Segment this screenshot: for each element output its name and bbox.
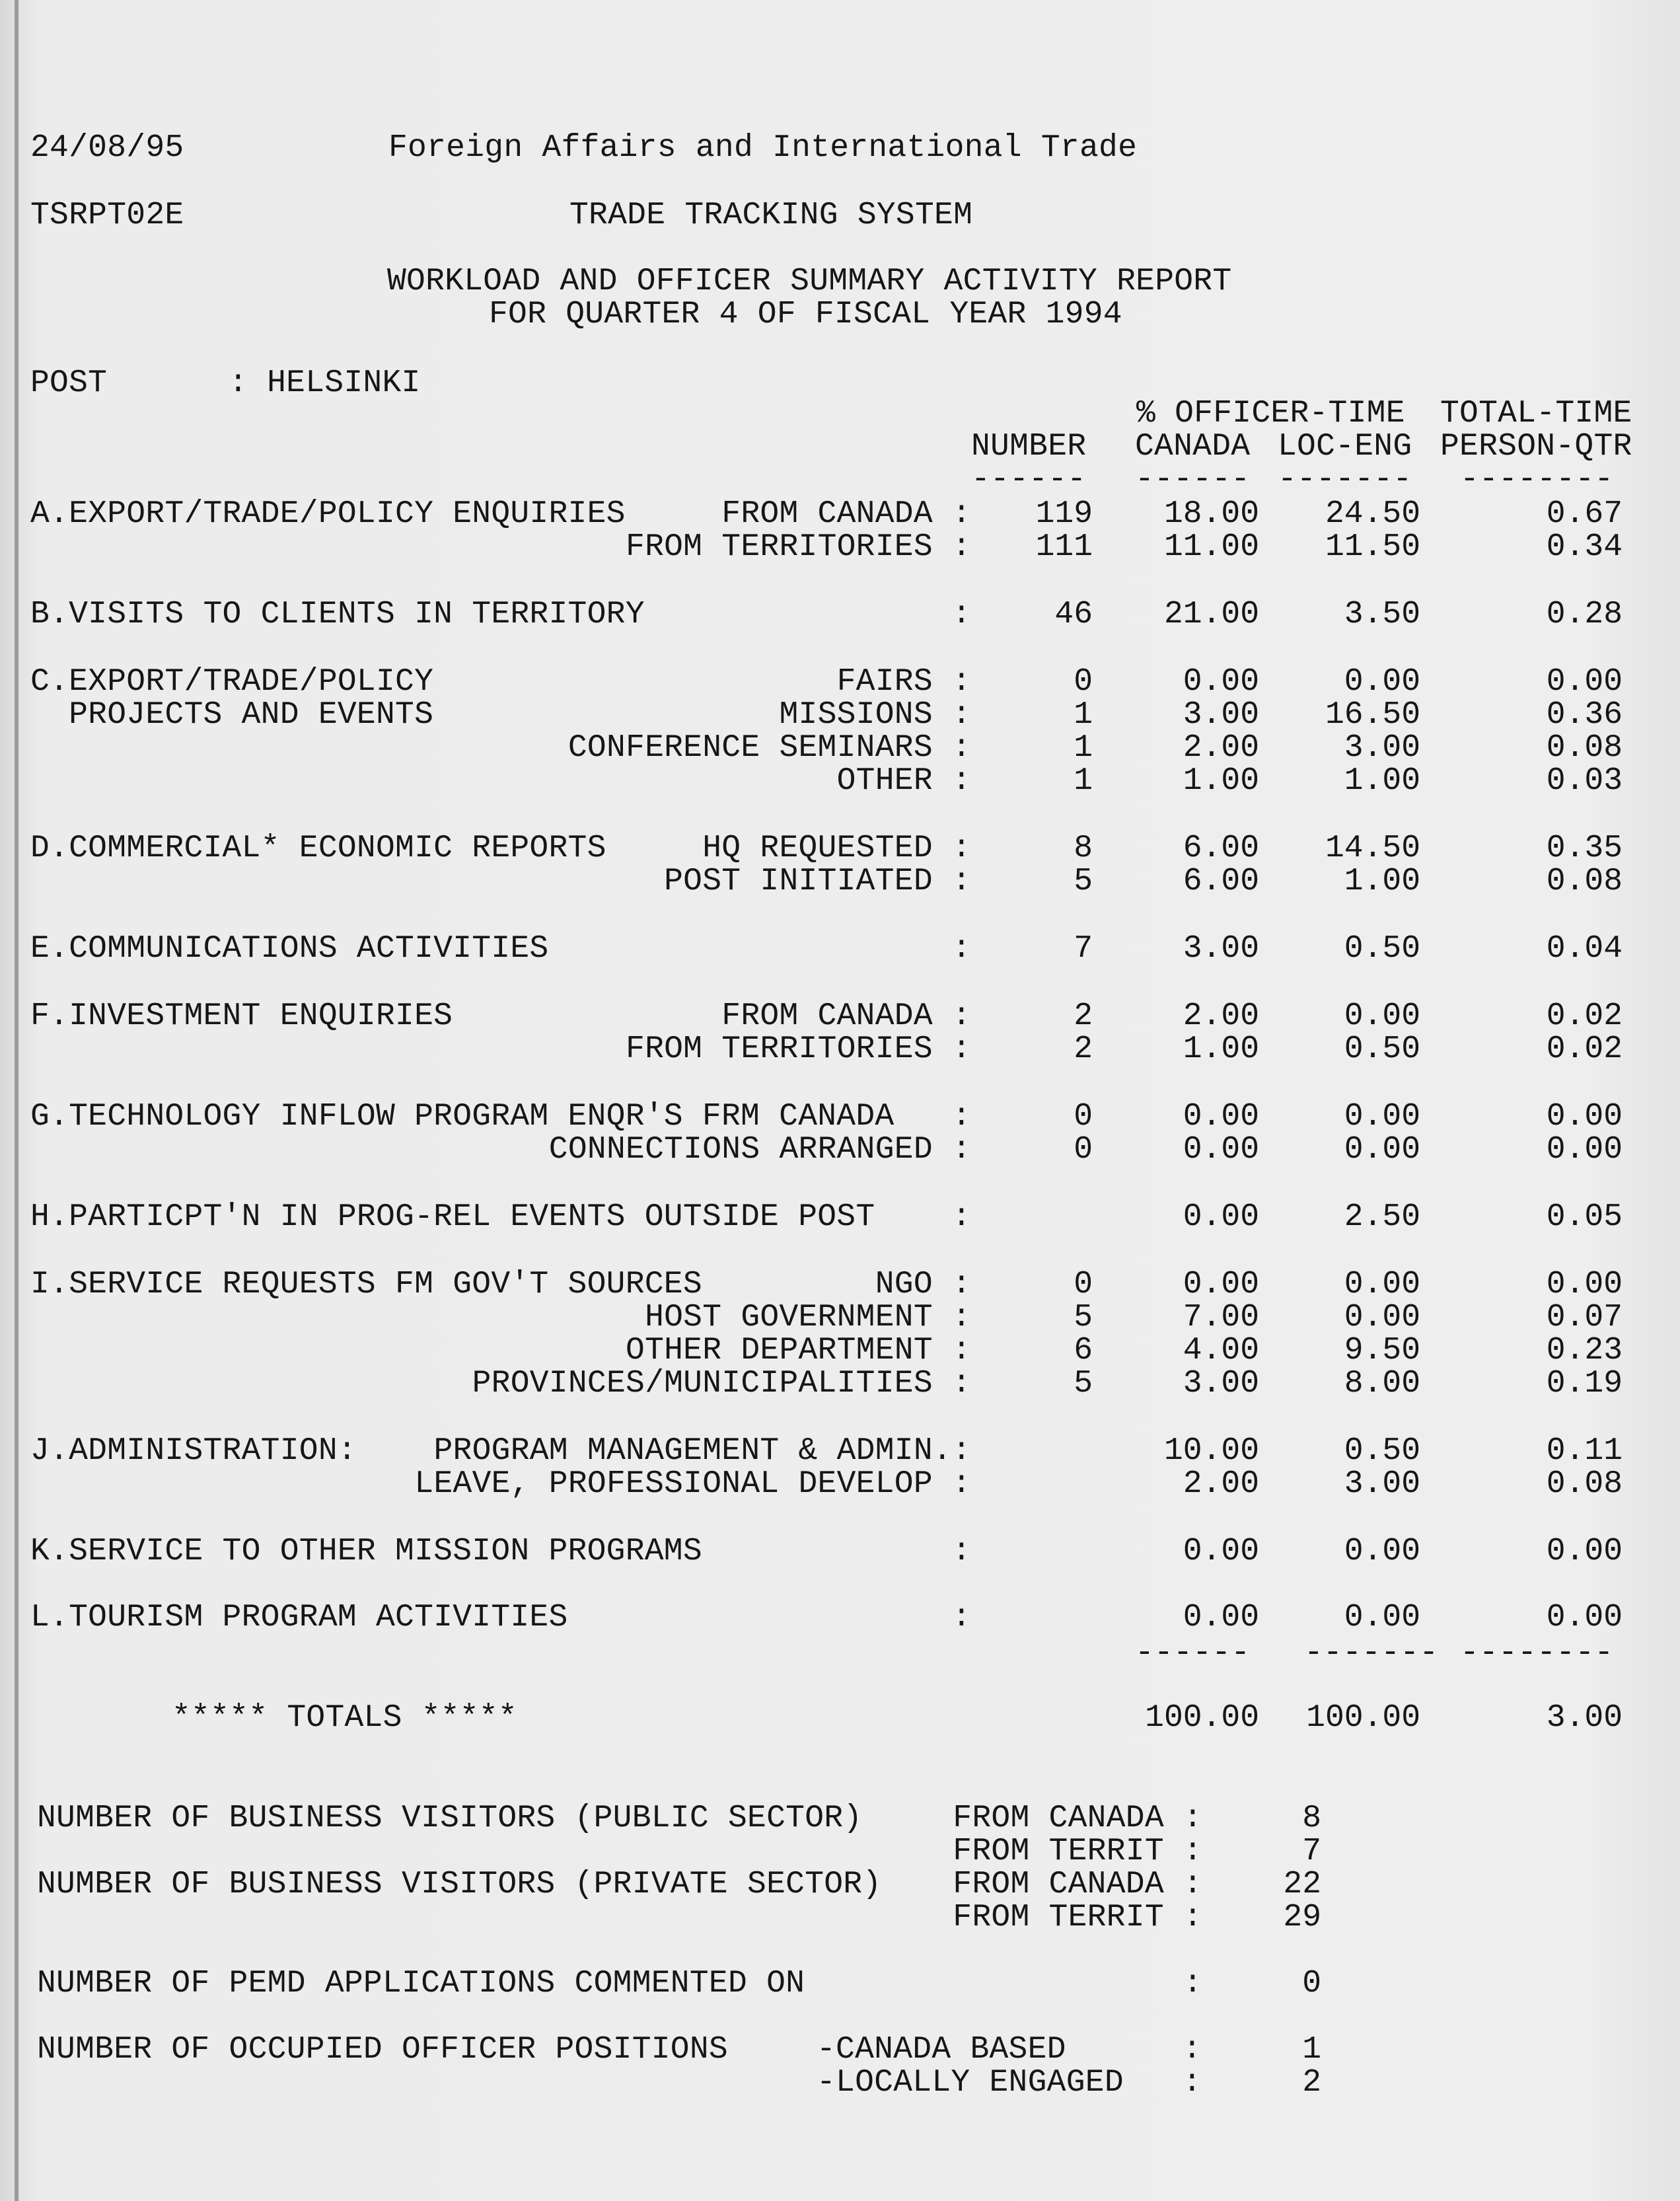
row-sub-label: FROM TERRITORIES : xyxy=(626,1031,971,1067)
row-number: 1 xyxy=(1074,763,1093,799)
row-person-qtr: 0.02 xyxy=(1546,998,1623,1034)
row-sub-label: : xyxy=(951,597,971,632)
row-loc-eng: 1.00 xyxy=(1344,763,1420,799)
row-canada: 2.00 xyxy=(1183,1466,1259,1502)
row-person-qtr: 0.00 xyxy=(1546,1099,1623,1135)
row-canada: 0.00 xyxy=(1183,1099,1259,1135)
row-person-qtr: 0.07 xyxy=(1546,1300,1623,1335)
row-label: F.INVESTMENT ENQUIRIES xyxy=(30,998,453,1034)
row-canada: 18.00 xyxy=(1163,496,1259,532)
visitors-private-territ-sub: FROM TERRIT : xyxy=(953,1900,1202,1935)
row-canada: 6.00 xyxy=(1183,864,1259,899)
row-canada: 1.00 xyxy=(1183,763,1259,799)
col-canada: CANADA xyxy=(1135,429,1251,465)
row-label: E.COMMUNICATIONS ACTIVITIES xyxy=(30,931,549,967)
report-id: TSRPT02E xyxy=(30,198,184,233)
row-person-qtr: 0.23 xyxy=(1546,1333,1623,1368)
row-canada: 2.00 xyxy=(1183,730,1259,766)
row-person-qtr: 0.04 xyxy=(1546,931,1623,967)
row-person-qtr: 0.28 xyxy=(1546,597,1623,632)
row-loc-eng: 24.50 xyxy=(1325,496,1420,532)
pemd-colon: : xyxy=(1183,1966,1202,2001)
visitors-public-label: NUMBER OF BUSINESS VISITORS (PUBLIC SECTOR) xyxy=(37,1801,863,1836)
row-person-qtr: 0.03 xyxy=(1546,763,1623,799)
report-title-line1: WORKLOAD AND OFFICER SUMMARY ACTIVITY REPORT xyxy=(387,264,1232,299)
col-canada-underline: ------ xyxy=(1135,462,1251,498)
row-sub-label: OTHER : xyxy=(836,763,971,799)
positions-canada-sub: -CANADA BASED xyxy=(817,2032,1066,2068)
row-sub-label: FROM CANADA : xyxy=(721,998,971,1034)
row-canada: 11.00 xyxy=(1163,529,1259,565)
col-pct-officer-time: % OFFICER-TIME xyxy=(1136,396,1405,431)
row-person-qtr: 0.02 xyxy=(1546,1031,1623,1067)
positions-local-sub: -LOCALLY ENGAGED xyxy=(817,2065,1124,2101)
row-canada: 3.00 xyxy=(1183,697,1259,733)
positions-local-value: 2 xyxy=(1302,2065,1321,2101)
row-loc-eng: 3.50 xyxy=(1344,597,1420,632)
row-sub-label: NGO : xyxy=(875,1267,971,1302)
row-person-qtr: 0.00 xyxy=(1546,1534,1623,1569)
row-number: 0 xyxy=(1074,1099,1093,1135)
row-number: 46 xyxy=(1054,597,1093,632)
col-loc-eng: LOC-ENG xyxy=(1278,429,1412,465)
visitors-public-territ-sub: FROM TERRIT : xyxy=(953,1834,1202,1869)
row-label: L.TOURISM PROGRAM ACTIVITIES xyxy=(30,1600,568,1635)
row-label: G.TECHNOLOGY INFLOW PROGRAM ENQR'S FRM CANADA xyxy=(30,1099,895,1135)
row-person-qtr: 0.35 xyxy=(1546,831,1623,866)
row-person-qtr: 0.00 xyxy=(1546,1600,1623,1635)
row-canada: 21.00 xyxy=(1163,597,1259,632)
row-number: 0 xyxy=(1074,1267,1093,1302)
row-sub-label: LEAVE, PROFESSIONAL DEVELOP : xyxy=(414,1466,971,1502)
row-person-qtr: 0.00 xyxy=(1546,1132,1623,1168)
row-loc-eng: 0.50 xyxy=(1344,1433,1420,1469)
row-person-qtr: 0.11 xyxy=(1546,1433,1623,1469)
row-loc-eng: 3.00 xyxy=(1344,730,1420,766)
row-sub-label: CONFERENCE SEMINARS : xyxy=(567,730,971,766)
row-canada: 6.00 xyxy=(1183,831,1259,866)
row-label: PROJECTS AND EVENTS xyxy=(30,697,434,733)
col-total-time: TOTAL-TIME xyxy=(1440,396,1632,431)
row-number: 5 xyxy=(1074,1300,1093,1335)
positions-canada-value: 1 xyxy=(1302,2032,1321,2068)
totals-label: ***** TOTALS ***** xyxy=(172,1700,517,1736)
row-sub-label: PROGRAM MANAGEMENT & ADMIN.: xyxy=(433,1433,971,1469)
pemd-value: 0 xyxy=(1302,1966,1321,2001)
col-person-qtr: PERSON-QTR xyxy=(1440,429,1632,465)
row-sub-label: HQ REQUESTED : xyxy=(702,831,971,866)
report-title-line2: FOR QUARTER 4 OF FISCAL YEAR 1994 xyxy=(489,297,1122,332)
row-sub-label: FROM CANADA : xyxy=(721,496,971,532)
totals-person: 3.00 xyxy=(1546,1700,1623,1736)
positions-local-colon: : xyxy=(1183,2065,1202,2101)
visitors-public-canada-value: 8 xyxy=(1302,1801,1321,1836)
post-value: : HELSINKI xyxy=(229,365,421,401)
visitors-private-territ-value: 29 xyxy=(1283,1900,1321,1935)
row-canada: 0.00 xyxy=(1183,1534,1259,1569)
row-number: 6 xyxy=(1074,1333,1093,1368)
row-number: 5 xyxy=(1074,1366,1093,1401)
row-loc-eng: 0.00 xyxy=(1344,1267,1420,1302)
visitors-private-canada-sub: FROM CANADA : xyxy=(953,1867,1202,1902)
totals-loceng: 100.00 xyxy=(1306,1700,1420,1736)
row-loc-eng: 0.00 xyxy=(1344,998,1420,1034)
row-number: 5 xyxy=(1074,864,1093,899)
row-sub-label: MISSIONS : xyxy=(779,697,971,733)
row-sub-label: : xyxy=(951,1099,971,1135)
row-sub-label: : xyxy=(951,1199,971,1235)
report-date: 24/08/95 xyxy=(30,130,184,166)
col-number: NUMBER xyxy=(971,429,1087,465)
row-loc-eng: 8.00 xyxy=(1344,1366,1420,1401)
row-person-qtr: 0.36 xyxy=(1546,697,1623,733)
row-canada: 2.00 xyxy=(1183,998,1259,1034)
row-label: A.EXPORT/TRADE/POLICY ENQUIRIES xyxy=(30,496,626,532)
row-loc-eng: 0.50 xyxy=(1344,931,1420,967)
row-canada: 0.00 xyxy=(1183,664,1259,700)
row-sub-label: : xyxy=(951,1534,971,1569)
department-name: Foreign Affairs and International Trade xyxy=(388,130,1138,166)
col-person-underline: -------- xyxy=(1460,462,1614,498)
row-loc-eng: 2.50 xyxy=(1344,1199,1420,1235)
row-loc-eng: 0.00 xyxy=(1344,1600,1420,1635)
row-person-qtr: 0.00 xyxy=(1546,1267,1623,1302)
row-canada: 0.00 xyxy=(1183,1267,1259,1302)
row-loc-eng: 16.50 xyxy=(1325,697,1420,733)
row-sub-label: : xyxy=(951,931,971,967)
col-loceng-underline: ------- xyxy=(1278,462,1412,498)
row-label: D.COMMERCIAL* ECONOMIC REPORTS xyxy=(30,831,606,866)
binding-edge xyxy=(15,0,18,2201)
row-loc-eng: 1.00 xyxy=(1344,864,1420,899)
totals-person-dashes: -------- xyxy=(1460,1635,1614,1671)
row-sub-label: HOST GOVERNMENT : xyxy=(645,1300,971,1335)
row-label: C.EXPORT/TRADE/POLICY xyxy=(30,664,434,700)
totals-canada: 100.00 xyxy=(1145,1700,1259,1736)
post-label: POST xyxy=(30,365,108,401)
row-loc-eng: 9.50 xyxy=(1344,1333,1420,1368)
row-number: 7 xyxy=(1074,931,1093,967)
visitors-private-label: NUMBER OF BUSINESS VISITORS (PRIVATE SECTOR) xyxy=(37,1867,882,1902)
row-canada: 1.00 xyxy=(1183,1031,1259,1067)
row-label: J.ADMINISTRATION: xyxy=(30,1433,357,1469)
row-person-qtr: 0.08 xyxy=(1546,864,1623,899)
row-person-qtr: 0.08 xyxy=(1546,730,1623,766)
row-number: 2 xyxy=(1074,998,1093,1034)
row-person-qtr: 0.05 xyxy=(1546,1199,1623,1235)
row-number: 119 xyxy=(1035,496,1093,532)
row-canada: 4.00 xyxy=(1183,1333,1259,1368)
row-number: 0 xyxy=(1074,664,1093,700)
row-number: 1 xyxy=(1074,730,1093,766)
row-label: H.PARTICPT'N IN PROG-REL EVENTS OUTSIDE POST xyxy=(30,1199,875,1235)
row-sub-label: PROVINCES/MUNICIPALITIES : xyxy=(472,1366,971,1401)
totals-canada-dashes: ------ xyxy=(1135,1635,1251,1671)
row-person-qtr: 0.00 xyxy=(1546,664,1623,700)
row-loc-eng: 11.50 xyxy=(1325,529,1420,565)
pemd-label: NUMBER OF PEMD APPLICATIONS COMMENTED ON xyxy=(37,1966,805,2001)
row-number: 8 xyxy=(1074,831,1093,866)
positions-label: NUMBER OF OCCUPIED OFFICER POSITIONS xyxy=(37,2032,728,2068)
positions-canada-colon: : xyxy=(1183,2032,1202,2068)
row-loc-eng: 0.00 xyxy=(1344,664,1420,700)
row-canada: 0.00 xyxy=(1183,1600,1259,1635)
row-loc-eng: 0.00 xyxy=(1344,1534,1420,1569)
system-name: TRADE TRACKING SYSTEM xyxy=(569,198,973,233)
row-person-qtr: 0.67 xyxy=(1546,496,1623,532)
row-loc-eng: 3.00 xyxy=(1344,1466,1420,1502)
row-sub-label: POST INITIATED : xyxy=(664,864,971,899)
row-label: K.SERVICE TO OTHER MISSION PROGRAMS xyxy=(30,1534,702,1569)
row-sub-label: OTHER DEPARTMENT : xyxy=(626,1333,971,1368)
visitors-public-territ-value: 7 xyxy=(1302,1834,1321,1869)
row-label: B.VISITS TO CLIENTS IN TERRITORY xyxy=(30,597,645,632)
visitors-private-canada-value: 22 xyxy=(1283,1867,1321,1902)
row-loc-eng: 0.00 xyxy=(1344,1132,1420,1168)
row-number: 2 xyxy=(1074,1031,1093,1067)
visitors-public-canada-sub: FROM CANADA : xyxy=(953,1801,1202,1836)
row-number: 0 xyxy=(1074,1132,1093,1168)
row-loc-eng: 14.50 xyxy=(1325,831,1420,866)
row-person-qtr: 0.19 xyxy=(1546,1366,1623,1401)
row-canada: 0.00 xyxy=(1183,1132,1259,1168)
row-canada: 3.00 xyxy=(1183,931,1259,967)
row-canada: 3.00 xyxy=(1183,1366,1259,1401)
row-loc-eng: 0.50 xyxy=(1344,1031,1420,1067)
row-sub-label: FROM TERRITORIES : xyxy=(626,529,971,565)
row-sub-label: FAIRS : xyxy=(836,664,971,700)
col-number-underline: ------ xyxy=(971,462,1087,498)
row-person-qtr: 0.34 xyxy=(1546,529,1623,565)
row-sub-label: : xyxy=(951,1600,971,1635)
row-number: 1 xyxy=(1074,697,1093,733)
row-canada: 0.00 xyxy=(1183,1199,1259,1235)
row-number: 111 xyxy=(1035,529,1093,565)
row-person-qtr: 0.08 xyxy=(1546,1466,1623,1502)
totals-loceng-dashes: ------- xyxy=(1304,1635,1439,1671)
row-sub-label: CONNECTIONS ARRANGED : xyxy=(548,1132,971,1168)
row-label: I.SERVICE REQUESTS FM GOV'T SOURCES xyxy=(30,1267,702,1302)
row-canada: 7.00 xyxy=(1183,1300,1259,1335)
row-loc-eng: 0.00 xyxy=(1344,1300,1420,1335)
row-canada: 10.00 xyxy=(1163,1433,1259,1469)
row-loc-eng: 0.00 xyxy=(1344,1099,1420,1135)
